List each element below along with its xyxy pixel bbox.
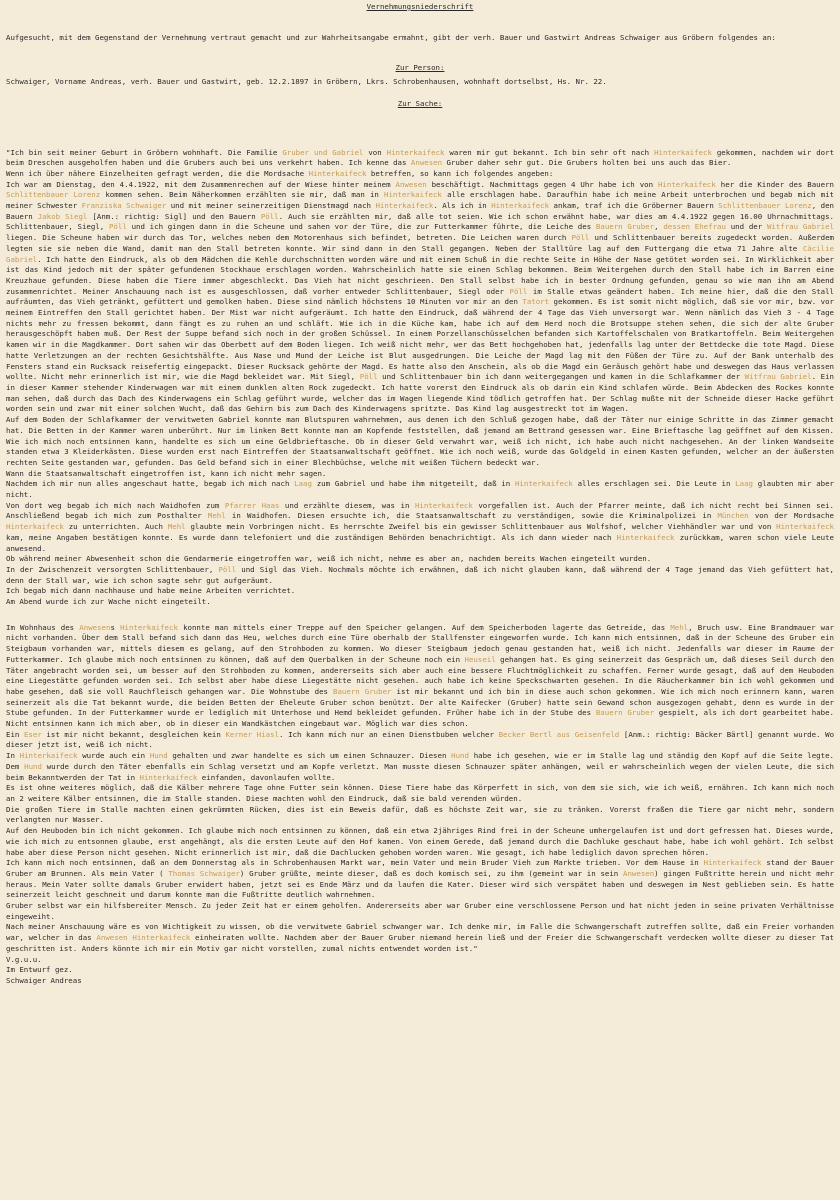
highlighted-name: Hinterkaifeck bbox=[375, 201, 434, 211]
statement-paragraph: Es ist ohne weiteres möglich, daß die Kälber mehrere Tage ohne Futter sein können. Diese Tiere habe das Körperfett in sich, von dem sie sich, wie ich weiß, ernähren. Ich kann mich noch an 2 weitere Kälber entsinnen, die im Stalle standen. Diese machten wohl den Eindruck, daß sie bald verenden würden. bbox=[6, 783, 834, 803]
highlighted-name: Pfarrer Haas bbox=[224, 500, 280, 510]
intro-text: Aufgesucht, mit dem Gegenstand der Vernehmung vertraut gemacht und zur Wahrheitsangabe ermahnt, gibt der verh. Bauer und Gastwirt Andreas Schwaiger aus Gröbern folgendes an: bbox=[6, 32, 776, 42]
statement-paragraph: "Ich bin seit meiner Geburt in Gröbern wohnhaft. Die Familie Gruber und Gabriel von Hinterkaifeck waren mir gut bekannt. Ich bin sehr oft nach Hinterkaifeck gekommen, nachdem wir dort beim Dreschen ausgeholfen haben und die Grubers auch bei uns verkehrt haben. Ich kenne das Anwesen Gruber daher sehr gut. Die Grubers holten bei uns auch das Bier. bbox=[6, 147, 835, 168]
highlighted-name: Hinterkaifeck bbox=[703, 858, 762, 868]
statement-part-2 bbox=[6, 623, 834, 987]
highlighted-name: Hinterkaifeck bbox=[139, 772, 198, 782]
statement-paragraph: Ob während meiner Abwesenheit schon die Gendarmerie eingetroffen war, weiß ich nicht, nehme es aber an, nachdem bereits Wachen eingeteilt wurden. bbox=[6, 554, 652, 564]
highlighted-name: Bauern Gruber bbox=[595, 222, 655, 232]
highlighted-name: Schlittenbauer Lorenz bbox=[718, 201, 812, 211]
highlighted-name: Pöll bbox=[108, 222, 127, 232]
highlighted-name: Mehl bbox=[207, 511, 226, 521]
highlighted-name: Hinterkaifeck bbox=[120, 622, 178, 632]
highlighted-name: Hinterkaifeck bbox=[776, 522, 835, 532]
highlighted-name: Hinterkaifeck bbox=[308, 168, 367, 178]
zur-person-text: Schwaiger, Vorname Andreas, verh. Bauer und Gastwirt, geb. 12.2.1897 in Gröbern, Lkrs. Schrobenhausen, wohnhaft dortselbst, Hs. Nr. 22. bbox=[6, 77, 607, 87]
highlighted-name: Anwesen bbox=[96, 933, 128, 943]
highlighted-name: Thomas Schwaiger bbox=[168, 868, 240, 878]
highlighted-name: Hinterkaifeck bbox=[19, 751, 78, 761]
highlighted-name: Hinterkaifeck bbox=[491, 201, 550, 211]
statement-paragraph: Schwaiger Andreas bbox=[6, 975, 82, 985]
highlighted-name: Anwesen bbox=[410, 158, 443, 168]
highlighted-name: Anwesen bbox=[395, 179, 427, 189]
highlighted-name: Pöll bbox=[359, 372, 378, 382]
highlighted-name: Hund bbox=[24, 761, 42, 771]
statement-paragraph: Gruber selbst war ein hilfsbereiter Mensch. Zu jeder Zeit hat er einem geholfen. Andererseits aber war Gruber eine verschlossene Person und hat nicht jeden in seine privaten Verhältnisse eingeweiht. bbox=[6, 901, 834, 921]
highlighted-name: Hinterkaifeck bbox=[657, 179, 716, 189]
highlighted-name: Hinterkaifeck bbox=[654, 147, 712, 157]
highlighted-name: Heuseil bbox=[464, 654, 496, 664]
statement-paragraph: In Hinterkaifeck wurde auch ein Hund gehalten und zwar handelte es sich um einen Schnauzer. Diesen Hund habe ich gesehen, wie er im Stalle lag und ständig den Kopf auf die Seite legte. Dem Hund wurde durch den Täter ebenfalls ein Schlag versetzt und am Kopfe verletzt. Man musste diesen Schnauzer später anhängen, weil er wahrscheinlich wegen der vielen Leute, die sich beim Bekanntwerden der Tat in Hinterkaifeck einfanden, davonlaufen wollte. bbox=[6, 751, 834, 782]
zur-sache-heading: Zur Sache: bbox=[397, 98, 443, 108]
highlighted-name: München bbox=[717, 511, 749, 521]
statement-paragraph: Ich kann mich noch entsinnen, daß an dem Donnerstag als in Schrobenhausen Markt war, mein Vater und mein Bruder Vieh zum Markte trieben. Vor dem Hause in Hinterkaifeck stand der Bauer Gruber am Brunnen. Als mein Vater ( Thomas Schwaiger) Gruber grüßte, meinte dieser, daß es doch komisch sei, zu ihm (gemeint war in sein Anwesen) gingen Fußtritte herein und nicht mehr heraus. Mein Vater sollte damals Gruber erwidert haben, jetzt sei es Ende März und da laufen die Kater. Dieser wird sich verspätet haben und deswegen im Nest geblieben sein. Es hatte seinerzeit leicht geschneit und darum konnte man die Fußtritte deutlich wahrnehmen. bbox=[6, 858, 835, 900]
highlighted-name: Pöll bbox=[571, 233, 590, 243]
statement-paragraph: Am Abend wurde ich zur Wache nicht eingeteilt. bbox=[6, 597, 211, 607]
highlighted-name: Becker Bertl aus Geisenfeld bbox=[498, 729, 620, 739]
highlighted-name: Eser bbox=[23, 729, 42, 739]
statement-paragraph: In der Zwischenzeit versorgten Schlittenbauer, Pöll und Sigl das Vieh. Nochmals möchte ich erwähnen, daß ich nicht glauben kann, daß während der 4 Tage jemand das Vieh gefüttert hat, denn der Stall war, wie ich schon sagte sehr gut aufgeräumt. bbox=[6, 564, 834, 585]
statement-paragraph: Ich begab mich dann nachhause und habe meine Arbeiten verrichtet. bbox=[6, 586, 296, 596]
highlighted-name: Hinterkaifeck bbox=[6, 522, 64, 532]
highlighted-name: Bauern Gruber bbox=[595, 708, 655, 718]
highlighted-name: Cäcilie Gabriel bbox=[6, 243, 834, 264]
highlighted-name: Hinterkaifeck bbox=[616, 532, 675, 542]
highlighted-name: Mehl bbox=[670, 622, 689, 632]
highlighted-name: Anwesen bbox=[623, 868, 655, 878]
highlighted-name: dessen Ehefrau bbox=[663, 222, 726, 232]
highlighted-name: Witfrau Gabriel bbox=[766, 222, 834, 232]
highlighted-name: Hund bbox=[149, 751, 168, 761]
statement-paragraph: Im Wohnhaus des Anwesens Hinterkaifeck konnte man mittels einer Treppe auf den Speicher gelangen. Auf dem Speicherboden lagerte das Getreide, das Mehl, Bruch usw. Eine Brandmauer war nicht vorhanden. Über dem Stall befand sich dann das Heu, welches durch eine Türe oberhalb der Stallfenster eingeworfen wurde. Ich kann mich entsinnen, daß in der Scheune des Gruber ein Steigbaum vorhanden war, mittels diesem es gelang, auf den Strohboden zu kommen. Wo dieser Steigbaum jedoch genau gestanden hat, weiß ich nicht. Jedenfalls war dieser im Raume der Futterkammer. Ich glaube mich noch entsinnen zu können, daß auf dem Querbalken in der Scheune noch ein Heuseil gehangen hat. Es ging seinerzeit das Gespräch um, daß dieses Seil durch den Täter angebracht worden sei, um besser auf den Strohboden zu kommen, andererseits sich aber auch eine bessere Fluchtmöglichkeit zu schaffen. Ferner wurde gesagt, daß auf dem Heuboden eine Liegestätte gefunden worden sei. Ich selbst aber habe diese Liegestätte nicht gesehen. auch habe ich keine Speckschwarten gesehen. In die Räucherkammer bin ich wohl gekommen und habe gesehen, daß sie voll Rauchfleisch gehangen war. Die Wohnstube des Bauern Gruber ist mir bekannt und ich bin in diese auch schon gekommen. Wie ich mich noch erinnern kann, waren seinerzeit als die Tat bekannt wurde, die beiden Betten der Eheleute Gruber schon benützt. Der alte Kaifecker (Gruber) hatte sein Gewand schon ausgezogen gehabt, denn es wurde in der Stube gefunden. In der Futterkammer wurde er lediglich mit Unterhose und Hemd bekleidet gefunden. Früher habe ich in der Stube des Bauern Gruber gespielt, als ich dort gearbeitet habe. Nicht entsinnen kann ich mich aber, ob in dieser ein Wandkästchen eingebaut war. Möglich war dies schon. bbox=[6, 622, 835, 729]
highlighted-name: Hinterkaifeck bbox=[414, 500, 473, 510]
statement-paragraph: Im Entwurf gez. bbox=[6, 965, 73, 975]
statement-paragraph: Auf den Heuboden bin ich nicht gekommen. Ich glaube mich noch entsinnen zu können, daß ein etwa 2jähriges Rind frei in der Scheune umhergelaufen ist und dort gefressen hat. Dieses wurde, wie ich mich zu entsonnen glaube, erst angehängt, als die ersten Leute auf den Hof kamen. Von einem Gerede, daß jemand durch die Dachluke geschaut habe, habe ich wohl gehört. Ich selbst habe aber diese Person nicht gesehen. Nicht erinnerlich ist mir, daß die Dachlucken gehoben worden waren. Wie gesagt, ich habe lediglich davon sprechen hören. bbox=[6, 826, 834, 857]
highlighted-name: Mehl bbox=[167, 522, 186, 532]
statement-paragraph: Nachdem ich mir nun alles angeschaut hatte, begab ich mich nach Laag zum Gabriel und habe ihm mitgeteilt, daß in Hinterkaifeck alles erschlagen sei. Die Leute in Laag glaubten mir aber nicht. bbox=[6, 479, 834, 500]
highlighted-name: Pöll bbox=[509, 286, 528, 296]
highlighted-name: Pöll bbox=[218, 564, 237, 574]
statement-paragraph: Wann die Staatsanwaltschaft eingetroffen ist, kann ich nicht mehr sagen. bbox=[6, 468, 327, 478]
statement-paragraph: V.g.u.u. bbox=[6, 954, 42, 964]
highlighted-name: Hinterkaifeck bbox=[386, 147, 445, 157]
statement-paragraph: Ich war am Dienstag, den 4.4.1922, mit dem Zusammenrechen auf der Wiese hinter meinem Anwesen beschäftigt. Nachmittags gegen 4 Uhr habe ich von Hinterkaifeck her die Kinder des Bauern Schlittenbauer Lorenz kommen sehen. Beim Näherkommen erzählten sie mir, daß man in Hinterkaifeck alle erschlagen habe. Daraufhin habe ich meine Arbeit unterbrochen und begab mich mit meiner Schwester Franziska Schwaiger und mit meiner seinerzeitigen Dienstmagd nach Hinterkaifeck. Als ich in Hinterkaifeck ankam, traf ich die Gröberner Bauern Schlittenbauer Lorenz, den Bauern Jakob Siegl [Anm.: richtig: Sigl] und den Bauern Pöll. Auch sie erzählten mir, daß alle tot seien. Wie ich schon erwähnt habe, war dies am 4.4.1922 gegen 16.00 Uhrnachmittags. Schlittenbauer, Siegl, Pöll und ich gingen dann in die Scheune und sahen vor der Türe, die zur Futterkammer führte, die Leiche des Bauern Gruber, dessen Ehefrau und der Witfrau Gabriel liegen. Die Scheune haben wir durch das Tor, welches neben dem Motorenhaus sich befindet, betreten. Die Leichen waren durch Pöll und Schlittenbauer bereits zugedeckt worden. Außerdem legten sie sie neben die Wand, damit man den Stall betreten konnte. Wir sind dann in den Stall gegangen. Neben der Stalltüre lag auf dem Futtergang die etwa 71 Jahre alte Cäcilie Gabriel. Ich hatte den Eindruck, als ob dem Mädchen die Kehle durchschnitten worden wäre und mit einem Schuß in die rechte Seite in Höhe der Nase getötet worden sei. In Wirklichkeit aber ist das Kind jedoch mit der später gefundenen Stockhaue erschlagen worden. Wahrscheinlich hatte sie einen Schlag bekommen. Beim Weitergehen durch den Stall habe ich im Barren eine Kreuzhaue gefunden. Diese haben die Tiere immer abgeschleckt. Das Vieh hat nicht geschrieen. Den Stall selbst habe ich in bester Ordnung gefunden, genau so wie man ihn am Abend zusammenrichtet. Meiner Anschauung nach ist es ausgeschlossen, daß vorher entweder Schlittenbauer, Siegl oder Pöll im Stalle etwas geändert haben. Ich meine hier, daß die den Stall aufräumten, das Vieh getränkt, gefüttert und gemolken haben. Diese sind nämlich höchstens 10 Minuten vor mir an den Tatort gekommen. Es ist somit nicht möglich, daß sie vor mir, bzw. vor meinem Eintreffen den Stall gerichtet haben. Der Mist war nicht aufgeräumt. Ich hatte den Eindruck, daß während der 4 Tage das Vieh unversorgt war. Wenn nämlich das Vieh 3 - 4 Tage nichts mehr zu fressen bekommt, dann fängt es zu ruhen an und schläft. Wie ich in die Küche kam, habe ich auf dem Herd noch die Brotsuppe stehen sehen, die sich der alte Gruber herausgeschöpft haben muß. Der Rest der Suppe befand sich noch in der großen Schüssel. In einem Porzellanschüsselchen befanden sich Kartoffelschalen von Bratkartoffeln. Beim Weitergehen kamen wir in die Magdkammer. Dort sahen wir das Oberbett auf dem Boden liegen. Ich weiß nicht mehr, wer das Bett hochgehoben hat, jedenfalls lag unter der Bettdecke die tote Magd. Diese hatte Verletzungen an der rechten Gesichtshälfte. Aus Nase und Mund der Leiche ist Blut ausgedrungen. Die Leiche der Magd lag mit den Füßen der Türe zu. Auf der Bank unterhalb des Fensters stand ein Rucksack reisefertig eingepackt. Dieser Rucksack gehörte der Magd. Es hatte also den Anschein, als ob die Magd ein Geräusch gehört habe und deswegen das Haus verlassen wollte. Nicht mehr erinnerlich ist mir, wie die Magd bekleidet war. Mit Siegl, Pöll und Schlittenbauer bin ich dann weitergegangen und kamen in die Schlafkammer der Witfrau Gabriel. Ein in dieser Kammer stehender Kinderwagen war mit einem dunklen alten Rock zugedeckt. Ich hatte vorerst den Eindruck als ob darin ein Kind schlafen würde. Beim Abdecken des Rockes konnte man sehen, daß durch das Dach des Kinderwagens ein Schlag geführt wurde, welcher das im Wagen liegende Kind tödlich getroffen hat. Der Schlag mußte mit der Schneide dieser Hacke geführt worden sein und zwar mit einer solchen Wucht, daß das Gehirn bis zum Dach des Kinderwagens spritzte. Das Kind lag ausgestreckt tot im Wagen. bbox=[6, 179, 835, 414]
highlighted-name: Hund bbox=[451, 751, 469, 761]
highlighted-name: Franziska Schwaiger bbox=[81, 201, 167, 211]
highlighted-name: Witfrau Gabriel bbox=[744, 372, 812, 382]
highlighted-name: Tatort bbox=[522, 297, 550, 307]
statement-paragraph: Auf dem Boden der Schlafkammer der verwitweten Gabriel konnte man Blutspuren wahrnehmen, aus denen ich den Schluß gezogen habe, daß der Täter nur einige Schritte in das Zimmer gemacht hat. Die Betten in der Kammer waren unberührt. Nur im linken Bett konnte man am Kopfende feststellen, daß jemand am Bettrand gesessen war. Eine Brieftasche lag geöffnet auf dem Kissen. Wie ich mich noch entsinnen kann, handelte es sich um eine Geldbrieftasche. Ob in dieser Geld verwahrt war, weiß ich nicht, ich habe auch nicht nachgesehen. An der linken Wandseite standen etwa 3 Kleiderkästen. Diese wurden erst nach Eintreffen der Staatsanwaltschaft geöffnet. Wie ich noch weiß, wurde das Goldgeld in einem Kasten gefunden, welcher an der äußersten rechten Seite gestanden war, gefunden. Das Geld befand sich in einer Blechbüchse, welche mit weißen Tüchern bedeckt war. bbox=[6, 415, 834, 467]
statement-part-1 bbox=[6, 148, 834, 608]
highlighted-name: Schlittenbauer Lorenz bbox=[6, 190, 101, 200]
highlighted-name: Jakob Siegl bbox=[37, 211, 88, 221]
statement-paragraph: Die großen Tiere im Stalle machten einen gekrümmten Rücken, dies ist ein Beweis dafür, daß es höchste Zeit war, sie zu tränken. Vorerst fraßen die Tiere gar nicht mehr, sondern verlangten nur Wasser. bbox=[6, 804, 834, 825]
highlighted-name: Bauern Gruber bbox=[333, 686, 392, 696]
highlighted-name: Laag bbox=[735, 479, 753, 489]
statement-paragraph: Von dort weg begab ich mich nach Waidhofen zum Pfarrer Haas und erzählte diesem, was in Hinterkaifeck vorgefallen ist. Auch der Pfarrer meinte, daß ich nicht recht bei Sinnen sei. Anschließend begab ich mich zum Posthalter Mehl in Waidhofen. Diesen ersuchte ich, die Staatsanwaltschaft zu verständigen, sowie die Kriminalpolizei in München von der Mordsache Hinterkaifeck zu unterrichten. Auch Mehl glaubte mein Vorbringen nicht. Es herrschte Zweifel bis ein gewisser Schlittenbauer aus Wolfshof, welcher Viehhändler war und von Hinterkaifeck kam, meine Angaben bestätigen konnte. Es wurde dann telefoniert und die zuständigen Behörden benachrichtigt. Als ich dann wieder nach Hinterkaifeck zurückkam, waren schon viele Leute anwesend. bbox=[6, 500, 835, 553]
highlighted-name: Gruber und Gabriel bbox=[282, 147, 364, 157]
statement-paragraph: Nach meiner Anschauung wäre es von Wichtigkeit zu wissen, ob die verwitwete Gabriel schwanger war. Ich denke mir, im Falle die Schwangerschaft zutreffen sollte, daß ein Freier vorhanden war, welcher in das Anwesen Hinterkaifeck einheiraten wollte. Nachdem aber der Bauer Gruber niemand herein ließ und der Freier die Schwangerschaft verdecken wollte dieser zu dieser Tat geschritten ist. Anders könnte ich mir ein Motiv gar nicht vorstellen, zumal nichts entwendet worden ist." bbox=[6, 922, 834, 953]
highlighted-name: Hinterkaifeck bbox=[514, 479, 573, 489]
highlighted-name: Kerner Hiasl bbox=[225, 729, 280, 739]
highlighted-name: Hinterkaifeck bbox=[132, 933, 191, 943]
statement-paragraph: Ein Eser ist mir nicht bekannt, desgleichen kein Kerner Hiasl. Ich kann mich nur an einen Dienstbuben welcher Becker Bertl aus Geisenfeld [Anm.: richtig: Bäcker Bärtl] genannt wurde. Wo dieser jetzt ist, weiß ich nicht. bbox=[6, 729, 835, 750]
document-title: Vernehmungsniederschrift bbox=[366, 2, 474, 11]
highlighted-name: Pöll bbox=[260, 211, 279, 221]
zur-person-heading: Zur Person: bbox=[395, 63, 445, 73]
highlighted-name: Hinterkaifeck bbox=[384, 190, 442, 200]
statement-paragraph: Wenn ich über nähere Einzelheiten gefragt werden, die die Mordsache Hinterkaifeck betreffen, so kann ich folgendes angeben: bbox=[6, 168, 554, 178]
highlighted-name: Laag bbox=[294, 479, 312, 489]
highlighted-name: Anwesen bbox=[79, 622, 111, 632]
